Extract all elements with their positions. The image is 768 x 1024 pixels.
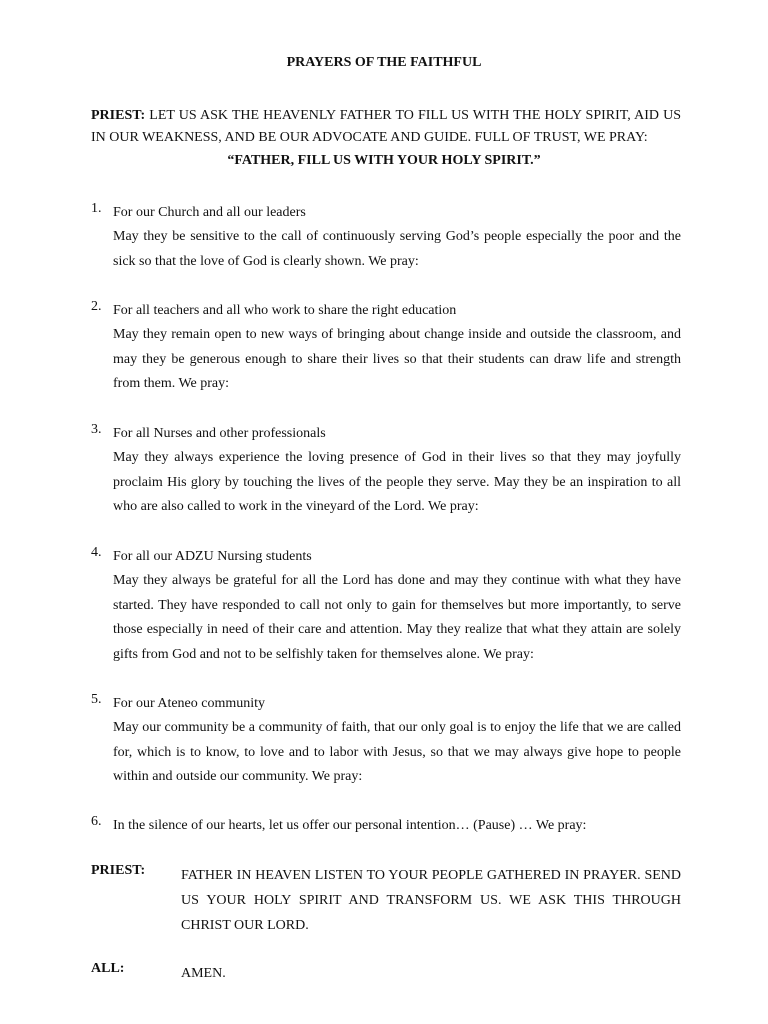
petition-number: 4.	[91, 545, 102, 560]
petition-heading: For our Church and all our leaders	[113, 205, 306, 220]
petition-text: May they always be grateful for all the Lord has done and may they continue with what they have started. They have responded to call not only to gain for themselves but more importantly, to serve those especially in need of their care and attention. May they realize that what they attain are solely gifts from God and not to be selfishly taken for themselves alone. We pray:	[113, 573, 681, 662]
petition-number: 3.	[91, 422, 102, 437]
petition-text: May they remain open to new ways of bringing about change inside and outside the classroom, and may they be generous enough to share their lives so that their students can draw life and strength from them. We pray:	[113, 327, 681, 391]
petition-text: May our community be a community of faith, that our only goal is to enjoy the life that we are called for, which is to know, to love and to labor with Jesus, so that we may always give hope to people within and outside our community. We pray:	[113, 720, 681, 784]
all-response	[91, 961, 681, 986]
document-title: PRAYERS OF THE FAITHFUL	[286, 55, 482, 70]
priest-closing	[91, 863, 681, 938]
petition-heading: For all Nurses and other professionals	[113, 426, 326, 441]
petition-text: May they always experience the loving presence of God in their lives so that they may joyfully proclaim His glory by touching the lives of the people they serve. May they be an inspiration to all who are also called to work in the vineyard of the Lord. We pray:	[113, 450, 681, 514]
petition-item	[91, 422, 681, 520]
petition-item	[91, 692, 681, 790]
petition-number: 5.	[91, 692, 102, 707]
priest-intro	[91, 105, 681, 149]
petition-heading: In the silence of our hearts, let us offer our personal intention… (Pause) … We pray:	[113, 818, 587, 833]
all-label: ALL:	[91, 961, 125, 976]
priest-intro-label: PRIEST:	[91, 108, 146, 123]
priest-closing-text: FATHER IN HEAVEN LISTEN TO YOUR PEOPLE GATHERED IN PRAYER. SEND US YOUR HOLY SPIRIT AND TRANSFORM US. WE ASK THIS THROUGH CHRIST OUR LORD.	[181, 868, 681, 933]
congregation-response: “FATHER, FILL US WITH YOUR HOLY SPIRIT.”	[227, 153, 541, 168]
petition-item	[91, 814, 681, 838]
petition-text: May they be sensitive to the call of continuously serving God’s people especially the poor and the sick so that the love of God is clearly shown. We pray:	[113, 229, 681, 269]
priest-intro-text: LET US ASK THE HEAVENLY FATHER TO FILL US WITH THE HOLY SPIRIT, AID US IN OUR WEAKNESS, AND BE OUR ADVOCATE AND GUIDE. FULL OF TRUST, WE PRAY:	[91, 108, 681, 145]
petition-heading: For our Ateneo community	[113, 696, 266, 711]
petition-item	[91, 545, 681, 667]
priest-closing-label: PRIEST:	[91, 863, 146, 878]
petition-heading: For all our ADZU Nursing students	[113, 549, 312, 564]
petition-heading: For all teachers and all who work to share the right education	[113, 303, 457, 318]
petition-number: 6.	[91, 814, 102, 829]
petition-item	[91, 299, 681, 397]
petition-number: 2.	[91, 299, 102, 314]
all-text: AMEN.	[181, 966, 226, 981]
petition-number: 1.	[91, 201, 102, 216]
petition-item	[91, 201, 681, 274]
